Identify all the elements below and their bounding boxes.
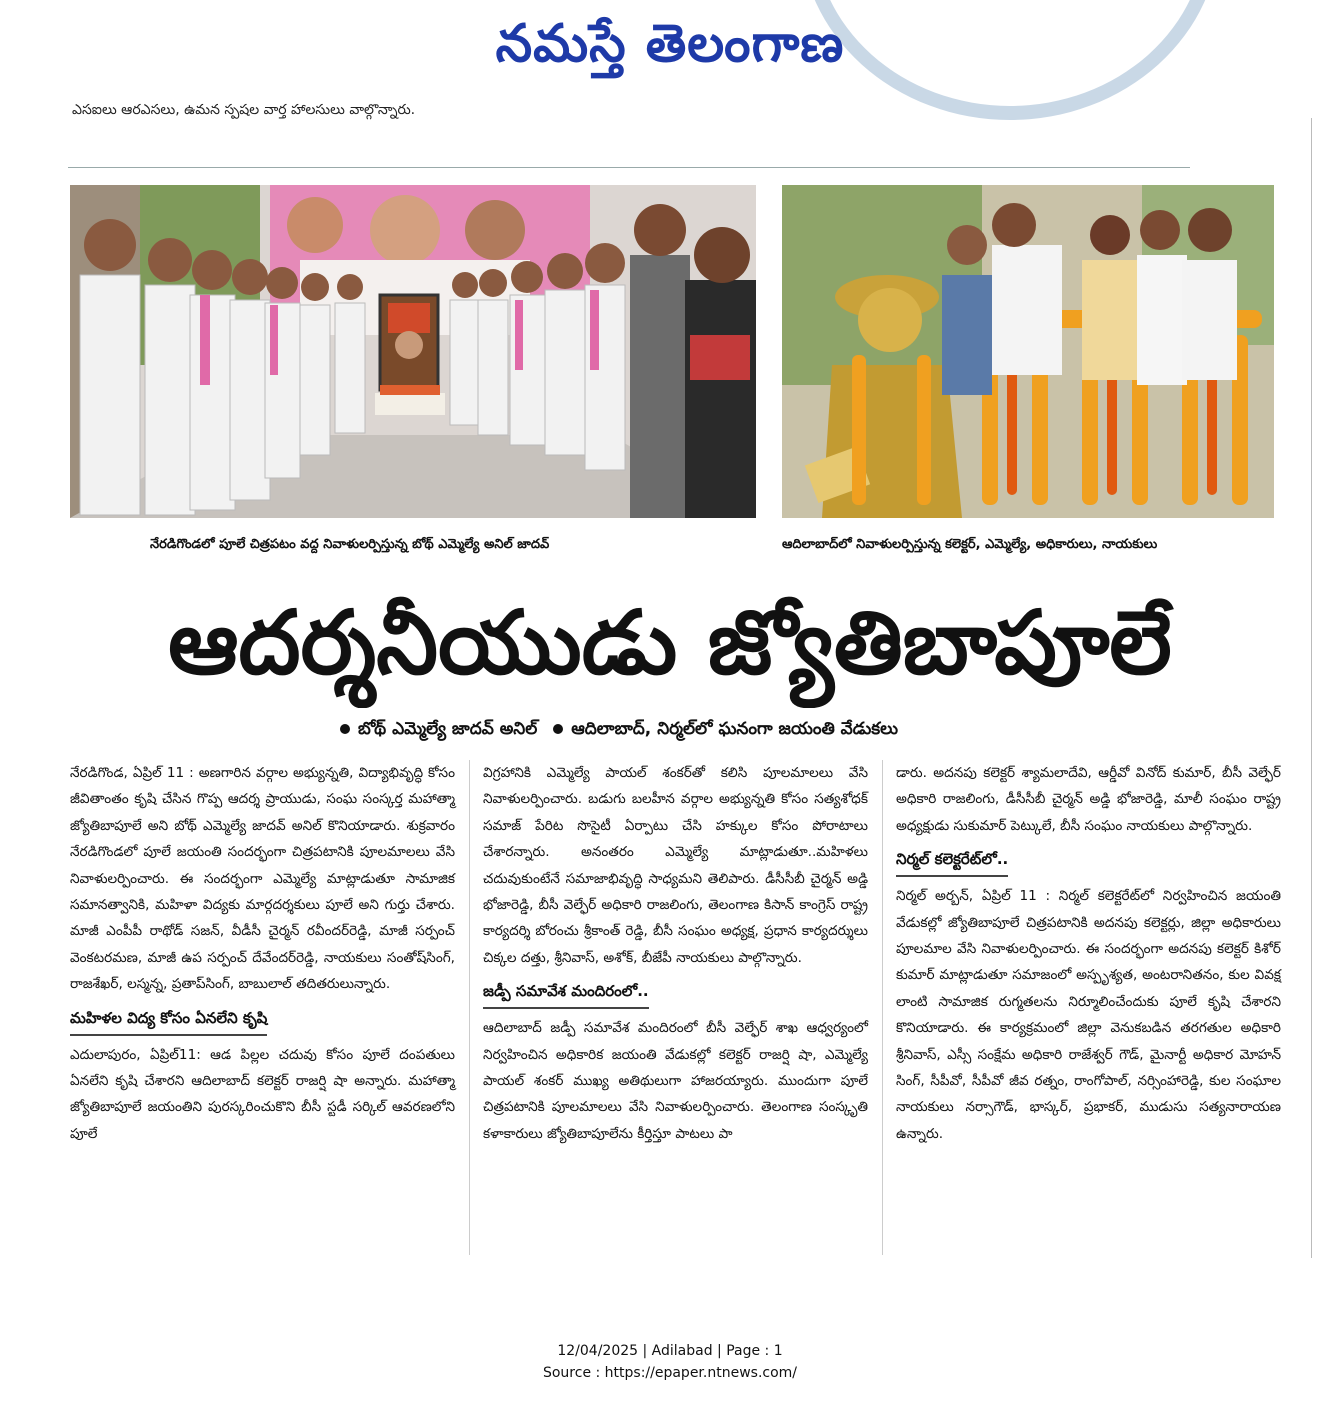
newspaper-masthead: నమస్తే తెలంగాణ [495, 13, 845, 74]
divider-rule [68, 167, 1190, 168]
page-edge-rule [1311, 118, 1312, 1258]
bullet-icon [340, 724, 350, 734]
column-divider [882, 760, 883, 1255]
article-column-1 [70, 760, 455, 1147]
article-paragraph: డారు. అదనపు కలెక్టర్ శ్యామలాదేవి, ఆర్డీవో వినోద్ కుమార్, బీసీ వెల్ఫేర్ అధికారి రాజలింగు, డీసీసీబీ చైర్మన్ అడ్డి భోజారెడ్డి, మాలీ సంఘం రాష్ట్ర అధ్యక్షుడు సుకుమార్ పెట్కులే, బీసీ సంఘం నాయకులు పాల్గొన్నారు. [896, 765, 1281, 834]
photo-caption-left: నేరడిగొండలో పూలే చిత్రపటం వద్ద నివాళులర్పిస్తున్న బోథ్ ఎమ్మెల్యే అనిల్ జాదవ్ [150, 537, 550, 552]
subheadline-2: ఆదిలాబాద్, నిర్మల్‌లో ఘనంగా జయంతి వేడుకలు [571, 719, 899, 739]
subheadline-bar [330, 714, 1190, 744]
main-headline: ఆదర్శనీయుడు జ్యోతిబాపూలే [168, 591, 1172, 694]
edition-info: 12/04/2025 | Adilabad | Page : 1 [557, 1343, 783, 1359]
article-paragraph: ఆదిలాబాద్ జడ్పీ సమావేశ మందిరంలో బీసీ వెల్ఫేర్ శాఖ ఆధ్వర్యంలో నిర్వహించిన అధికారిక జయంతి వేడుకల్లో కలెక్టర్ రాజర్షి షా, ఎమ్మెల్యే పాయల్ శంకర్ ముఖ్య అతిథులుగా హాజరయ్యారు. ముందుగా పూలే చిత్రపటానికి పూలమాలలు వేసి నివాళులర్పించారు. తెలంగాణ సంస్కృతి కళాకారులు జ్యోతిబాపూలేను కీర్తిస్తూ పాటలు పా [483, 1020, 868, 1142]
page-footer [0, 1340, 1340, 1384]
article-paragraph: ఎదులాపురం, ఏప్రిల్11: ఆడ పిల్లల చదువు కోసం పూలే దంపతులు ఏనలేని కృషి చేశారని ఆదిలాబాద్ కలెక్టర్ రాజర్షి షా అన్నారు. మహాత్మా జ్యోతిబాపూలే జయంతిని పురస్కరించుకొని బీసీ స్టడీ సర్కిల్ ఆవరణలోని పూలే [70, 1046, 455, 1142]
article-column-3 [896, 760, 1281, 1147]
article-paragraph: నేరడిగొండ, ఏప్రిల్ 11 : అణగారిన వర్గాల అభ్యున్నతి, విద్యాభివృద్ధి కోసం జీవితాంతం కృషి చేసిన గొప్ప ఆదర్శ ప్రాయుడు, సంఘ సంస్కర్త మహాత్మా జ్యోతిబాపూలే అని బోథ్ ఎమ్మెల్యే జాదవ్ అనిల్ కొనియాడారు. శుక్రవారం నేరడిగొండలో పూలే జయంతి సందర్భంగా చిత్రపటానికి పూలమాలలు వేసి నివాళులర్పించారు. ఈ సందర్భంగా ఎమ్మెల్యే మాట్లాడుతూ సామాజిక సమానత్వానికి, మహిళా విద్యకు మార్గదర్శకులు పూలే అని గుర్తు చేశారు. మాజీ ఎంపీపీ రాథోడ్ సజన్, వీడీసీ చైర్మన్ రవీందర్‌రెడ్డి, మాజీ సర్పంచ్ వెంకటరమణ, మాజీ ఉప సర్పంచ్ దేవేందర్‌రెడ్డి, నాయకులు సంతోష్‌సింగ్, రాజశేఖర్, లస్మన్న, ప్రతాప్‌సింగ్, బాబులాల్ తదితరులున్నారు. [70, 765, 455, 993]
subheadline-1: బోథ్ ఎమ్మెల్యే జాదవ్ అనిల్ [358, 719, 538, 739]
article-paragraph: నిర్మల్ అర్బన్, ఏప్రిల్ 11 : నిర్మల్ కలెక్టరేట్‌లో నిర్వహించిన జయంతి వేడుకల్లో జ్యోతిబాపూలే చిత్రపటానికి అదనపు కలెక్టర్లు, జిల్లా అధికారులు పూలమాల వేసి నివాళులర్పించారు. ఈ సందర్భంగా అదనపు కలెక్టర్ కిశోర్ కుమార్ మాట్లాడుతూ సమాజంలో అస్పృశ్యత, అంటరానితనం, కుల వివక్ష లాంటి సామాజిక రుగ్మతలను నిర్మూలించేందుకు పూలే కృషి చేశారని కొనియాడారు. ఈ కార్యక్రమంలో జిల్లా వెనుకబడిన తరగతుల అధికారి శ్రీనివాస్, ఎస్సీ సంక్షేమ అధికారి రాజేశ్వర్ గౌడ్, మైనార్టీ అధికార మోహన్ సింగ్, సీపీవో, సీపీవో జీవ రత్నం, రాంగోపాల్, నర్సింహారెడ్డి, కుల సంఘాల నాయకులు నర్సాగౌడ్, భాస్కర్, ప్రభాకర్, ముడుసు సత్యనారాయణ ఉన్నారు. [896, 888, 1281, 1142]
bullet-icon [553, 724, 563, 734]
photo-nerdigonda-tribute [70, 185, 756, 518]
carryover-text-line: ఎసఐలు ఆరఎసలు, ఉమన స్పషల వార్త హాలసులు వాల్గొన్నారు. [72, 102, 416, 118]
photo-caption-right: ఆదిలాబాద్‌లో నివాళులర్పిస్తున్న కలెక్టర్, ఎమ్మెల్యే, అధికారులు, నాయకులు [782, 537, 1158, 552]
section-subheading: నిర్మల్ కలెక్టరేట్‌లో.. [896, 845, 1008, 877]
source-link[interactable]: Source : https://epaper.ntnews.com/ [542, 1365, 798, 1381]
photo-adilabad-statue-garlanding [782, 185, 1274, 518]
article-column-2 [483, 760, 868, 1147]
section-subheading: మహిళల విద్య కోసం ఏనలేని కృషి [70, 1004, 267, 1036]
article-paragraph: విగ్రహానికి ఎమ్మెల్యే పాయల్ శంకర్‌తో కలిసి పూలమాలలు వేసి నివాళులర్పించారు. బడుగు బలహీన వర్గాల అభ్యున్నతి కోసం సత్యశోధక్ సమాజ్ పేరిట సొసైటీ ఏర్పాటు చేసి హక్కుల కోసం పోరాటాలు చేశారన్నారు. అనంతరం ఎమ్మెల్యే మాట్లాడుతూ..మహిళలు చదువుకుంటేనే సమాజాభివృద్ధి సాధ్యమని తెలిపారు. డీసీసీబీ చైర్మన్ అడ్డి భోజారెడ్డి, బీసీ వెల్ఫేర్ అధికారి రాజలింగు, తెలంగాణ కిసాన్ కాంగ్రెస్ రాష్ట్ర కార్యదర్శి బోరంచు శ్రీకాంత్ రెడ్డి, బీసీ సంఘం అధ్యక్ష, ప్రధాన కార్యదర్శులు చిక్కల దత్తు, శ్రీనివాస్, అశోక్, బీజేపీ నాయకులు పాల్గొన్నారు. [483, 765, 868, 966]
section-subheading: జడ్పీ సమావేశ మందిరంలో.. [483, 977, 649, 1009]
column-divider [469, 760, 470, 1255]
